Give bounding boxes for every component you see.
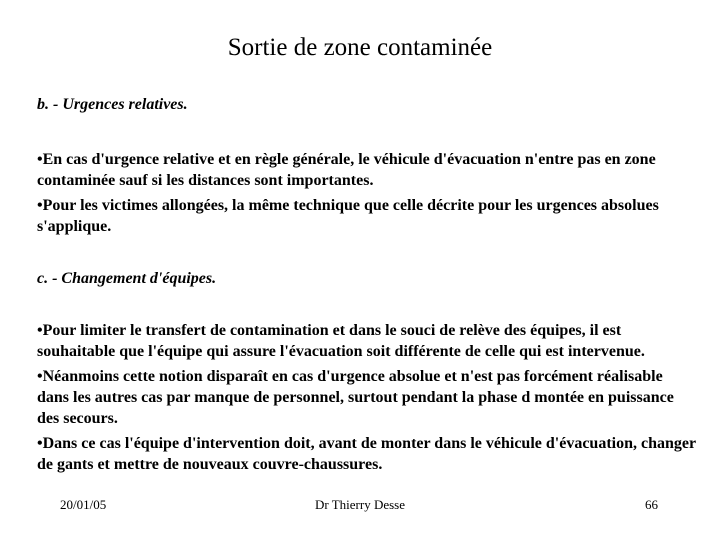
section-b-body [37, 149, 697, 241]
bullet-item: •En cas d'urgence relative et en règle générale, le véhicule d'évacuation n'entre pas en zone contaminée sauf si les distances sont importantes. [37, 151, 656, 189]
section-heading-b: b. - Urgences relatives. [37, 96, 188, 113]
footer-date: 20/01/05 [60, 497, 107, 512]
bullet-item: •Néanmoins cette notion disparaît en cas d'urgence absolue et n'est pas forcément réalisable dans les autres cas par manque de personnel, surtout pendant la phase d montée en puissance des secours. [37, 368, 674, 427]
footer-page-number: 66 [645, 497, 658, 512]
section-c-body [37, 320, 697, 479]
footer-author: Dr Thierry Desse [314, 497, 405, 512]
slide-title: Sortie de zone contaminée [227, 34, 493, 61]
bullet-item: •Pour limiter le transfert de contamination et dans le souci de relève des équipes, il est souhaitable que l'équipe qui assure l'évacuation soit différente de celle qui est intervenue. [37, 322, 645, 360]
section-heading-c: c. - Changement d'équipes. [37, 270, 217, 287]
bullet-item: •Dans ce cas l'équipe d'intervention doit, avant de monter dans le véhicule d'évacuation, changer de gants et mettre de nouveaux couvre-chaussures. [37, 435, 696, 473]
bullet-item: •Pour les victimes allongées, la même technique que celle décrite pour les urgences absolues s'applique. [37, 197, 659, 235]
